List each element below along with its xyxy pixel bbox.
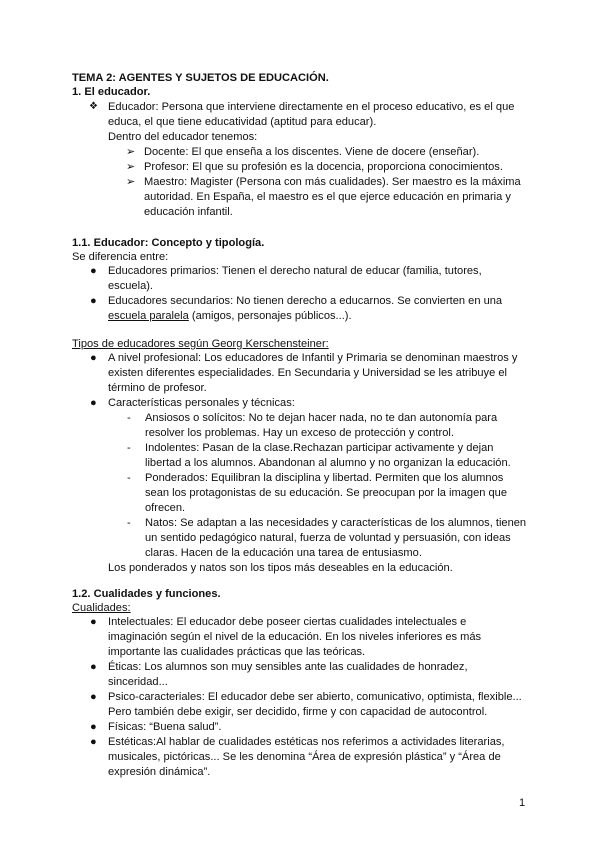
psico-caracteriales-line: Psico-caracteriales: El educador debe ser abierto, comunicativo, optimista, flexible... xyxy=(108,691,522,703)
psico-caracteriales-line: Pero también debe exigir, ser decidido, firme y con capacidad de autocontrol. xyxy=(108,706,488,718)
natos-line: un sentido pedagógico natural, fuerza de voluntad y persuasión, con ideas xyxy=(145,532,511,544)
esteticas-line: expresión dinámica”. xyxy=(108,766,211,778)
esteticas-line: musicales, pictóricas... Se les denomina “Área de expresión plástica” y “Área de xyxy=(108,751,501,763)
eticas-line: sinceridad... xyxy=(108,676,168,688)
round-bullet-icon: ● xyxy=(90,397,97,409)
document-title: TEMA 2: AGENTES Y SUJETOS DE EDUCACIÓN. xyxy=(72,72,329,84)
intelectuales-line: imaginación según el nivel de la educación. En los niveles inferiores es más xyxy=(108,631,482,643)
ponderados-line: Ponderados: Equilibran la disciplina y libertad. Permiten que los alumnos xyxy=(145,472,504,484)
round-bullet-icon: ● xyxy=(90,736,97,748)
nivel-profesional-line: A nivel profesional: Los educadores de Infantil y Primaria se denominan maestros y xyxy=(108,352,518,364)
round-bullet-icon: ● xyxy=(90,352,97,364)
round-bullet-icon: ● xyxy=(90,265,97,277)
arrow-bullet-icon: ➢ xyxy=(126,176,136,188)
section-1-1-intro: Se diferencia entre: xyxy=(72,251,169,263)
esteticas-line: Estéticas:Al hablar de cualidades estéticas nos referimos a actividades literarias, xyxy=(108,736,505,748)
arrow-bullet-icon: ➢ xyxy=(126,146,136,158)
educador-definition-line: Educador: Persona que interviene directamente en el proceso educativo, es el que xyxy=(108,101,515,113)
escuela-paralela-term: escuela paralela xyxy=(108,310,189,322)
fisicas-line: Físicas: “Buena salud”. xyxy=(108,721,222,733)
dash-bullet-icon: - xyxy=(127,472,131,484)
ansiosos-line: Ansiosos o solícitos: No te dejan hacer nada, no te dan autonomía para xyxy=(145,412,498,424)
round-bullet-icon: ● xyxy=(90,691,97,703)
indolentes-line: libertad a los alumnos. Abandonan al alumno y no organizan la educación. xyxy=(145,457,511,469)
intelectuales-line: importante las cualidades prácticas que las teóricas. xyxy=(108,646,366,658)
page-number: 1 xyxy=(519,797,526,809)
dash-bullet-icon: - xyxy=(127,517,131,529)
round-bullet-icon: ● xyxy=(90,616,97,628)
maestro-item-line: autoridad. En España, el maestro es el que ejerce educación en primaria y xyxy=(144,191,511,203)
cualidades-heading: Cualidades: xyxy=(72,602,131,614)
docente-item: Docente: El que enseña a los discentes. Viene de docere (enseñar). xyxy=(144,146,480,158)
ansiosos-line: resolver los problemas. Hay un exceso de protección y control. xyxy=(145,427,454,439)
section-1-1-heading: 1.1. Educador: Concepto y tipología. xyxy=(72,237,265,249)
educadores-primarios-line: Educadores primarios: Tienen el derecho natural de educar (familia, tutores, xyxy=(108,265,482,277)
maestro-item-line: Maestro: Magister (Persona con más cualidades). Ser maestro es la máxima xyxy=(144,176,521,188)
dash-bullet-icon: - xyxy=(127,442,131,454)
educador-intro: Dentro del educador tenemos: xyxy=(108,131,258,143)
profesor-item: Profesor: El que su profesión es la docencia, proporciona conocimientos. xyxy=(144,161,503,173)
natos-line: claras. Hacen de la educación una tarea de entusiasmo. xyxy=(145,547,422,559)
maestro-item-line: educación infantil. xyxy=(144,206,233,218)
ponderados-line: sean los protagonistas de su educación. Se preocupan por la imagen que xyxy=(145,487,508,499)
round-bullet-icon: ● xyxy=(90,295,97,307)
eticas-line: Éticas: Los alumnos son muy sensibles ante las cualidades de honradez, xyxy=(108,661,468,673)
educadores-secundarios-line: escuela paralela (amigos, personajes públicos...). xyxy=(108,310,352,322)
ponderados-line: ofrecen. xyxy=(145,502,186,514)
intelectuales-line: Intelectuales: El educador debe poseer ciertas cualidades intelectuales e xyxy=(108,616,467,628)
natos-line: Natos: Se adaptan a las necesidades y características de los alumnos, tienen xyxy=(145,517,527,529)
indolentes-line: Indolentes: Pasan de la clase.Rechazan participar activamente y dejan xyxy=(145,442,494,454)
nivel-profesional-line: término de profesor. xyxy=(108,382,207,394)
educador-definition-line: educa, el que tiene educatividad (aptitud para educar). xyxy=(108,116,377,128)
nivel-profesional-line: existen diferentes especialidades. En Secundaria y Universidad se les atribuye el xyxy=(108,367,507,379)
tipos-heading: Tipos de educadores según Georg Kerschensteiner: xyxy=(72,338,329,350)
arrow-bullet-icon: ➢ xyxy=(126,161,136,173)
section-1-heading: 1. El educador. xyxy=(72,86,151,98)
round-bullet-icon: ● xyxy=(90,721,97,733)
caracteristicas-item: Características personales y técnicas: xyxy=(108,397,295,409)
section-1-2-heading: 1.2. Cualidades y funciones. xyxy=(72,588,221,600)
educadores-primarios-line: escuela). xyxy=(108,280,154,292)
diamond-bullet-icon: ❖ xyxy=(89,101,98,112)
educadores-secundarios-line: Educadores secundarios: No tienen derecho a educarnos. Se convierten en una xyxy=(108,295,503,307)
dash-bullet-icon: - xyxy=(127,412,131,424)
conclusion-line: Los ponderados y natos son los tipos más deseables en la educación. xyxy=(108,562,453,574)
round-bullet-icon: ● xyxy=(90,661,97,673)
